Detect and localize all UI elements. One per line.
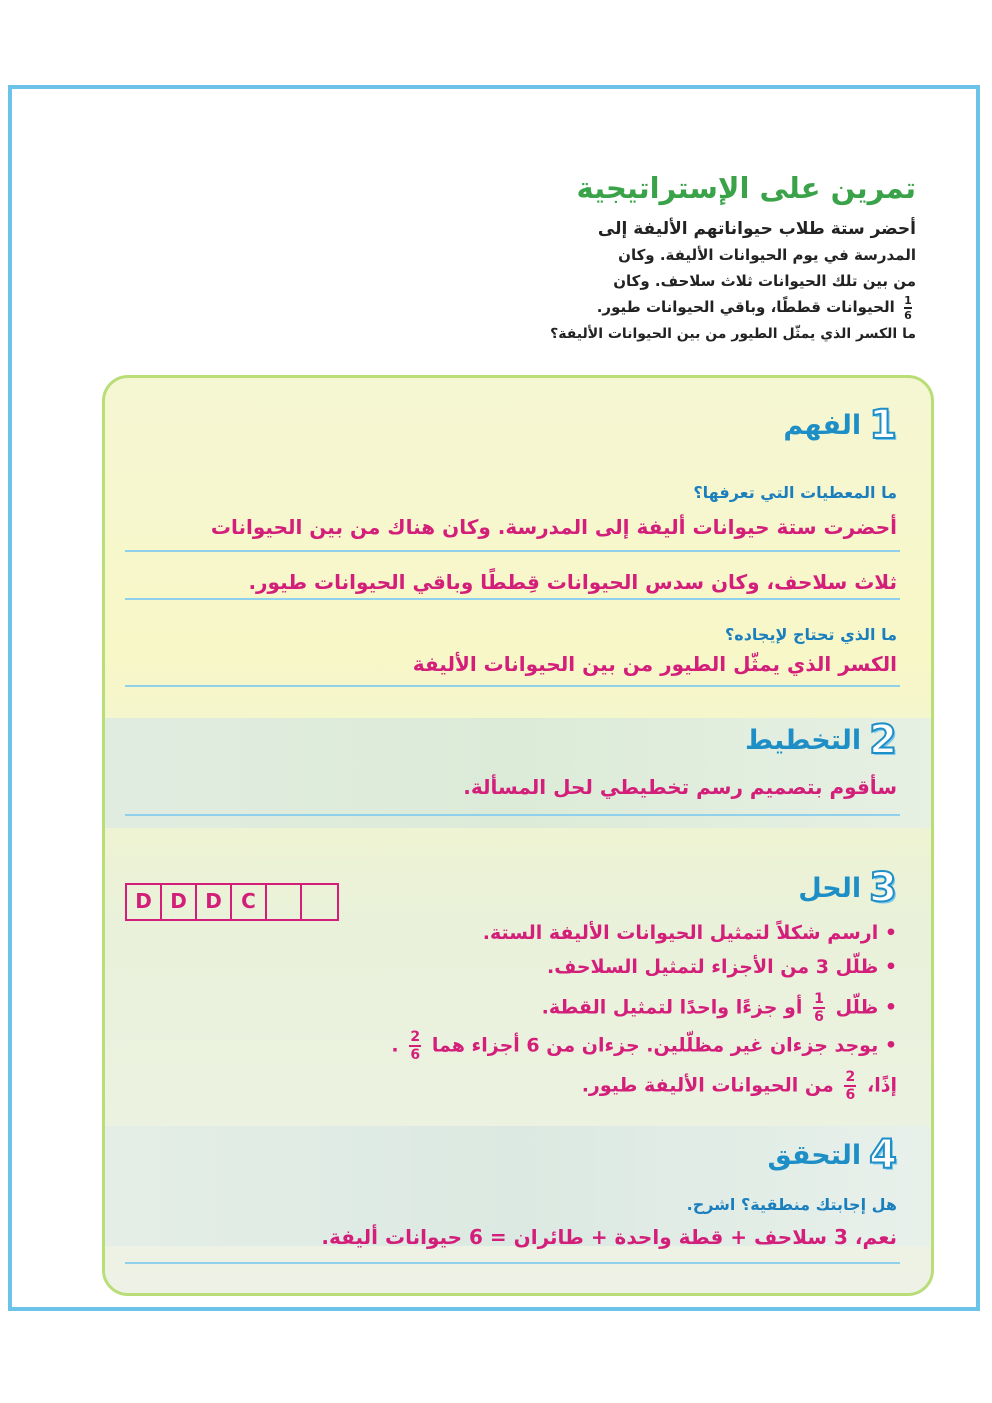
intro-line-1: أحضر ستة طلاب حيواناتهم الأليفة إلى — [597, 219, 916, 239]
fraction-two-sixths: $\frac{2}{6}$ — [845, 1069, 856, 1103]
intro-line-4: $\frac{1}{6}$ الحيوانات قططًا، وباقي الحيوانات طيور. — [596, 293, 912, 322]
solve-step-2: • ظلّل 3 من الأجزاء لتمثيل السلاحف. — [546, 956, 897, 978]
answer-rule — [125, 685, 900, 687]
question-find: ما الذي تحتاج لإيجاده؟ — [724, 625, 897, 644]
answer-known-line-2: ثلاث سلاحف، وكان سدس الحيوانات قِططًا وباقي الحيوانات طيور. — [248, 570, 897, 594]
grid-cell: D — [162, 885, 197, 919]
intro-fraction: $\frac{1}{6}$ — [904, 293, 912, 322]
answer-rule — [125, 814, 900, 816]
section-check-heading — [767, 1132, 898, 1178]
section-title-solve: الحل — [798, 872, 862, 904]
section-understand-heading — [783, 402, 897, 448]
answer-rule — [125, 1262, 900, 1264]
answer-check: نعم، 3 سلاحف + قطة واحدة + طائران = 6 حيوانات أليفة. — [321, 1225, 897, 1249]
section-number-1: 1 — [869, 402, 897, 448]
grid-cell — [267, 885, 302, 919]
answer-find: الكسر الذي يمثّل الطيور من بين الحيوانات الأليفة — [412, 652, 897, 676]
solve-step-1: • ارسم شكلاً لتمثيل الحيوانات الأليفة الستة. — [482, 922, 897, 944]
section-plan-heading — [745, 717, 897, 763]
grid-cell: D — [197, 885, 232, 919]
intro-problem — [476, 216, 916, 347]
section-title-understand: الفهم — [783, 409, 862, 441]
grid-cell: C — [232, 885, 267, 919]
intro-line-5: ما الكسر الذي يمثّل الطيور من بين الحيوانات الأليفة؟ — [550, 325, 916, 342]
answer-rule — [125, 550, 900, 552]
section-number-3: 3 — [869, 865, 897, 911]
question-known: ما المعطيات التي تعرفها؟ — [693, 483, 897, 502]
grid-cell: D — [127, 885, 162, 919]
solve-step-4: • يوجد جزءان غير مظلّلين. جزءان من 6 أجزاء هما $\frac{2}{6}$ . — [391, 1029, 897, 1063]
answer-rule — [125, 598, 900, 600]
fraction-one-sixth: $\frac{1}{6}$ — [814, 991, 824, 1025]
section-solve-heading — [798, 865, 897, 911]
solve-step-3: • ظلّل $\frac{1}{6}$ أو جزءًا واحدًا لتمثيل القطة. — [541, 991, 897, 1025]
intro-line-3: من بين تلك الحيوانات ثلاث سلاحف. وكان — [613, 272, 916, 290]
intro-block — [476, 168, 916, 347]
section-title-plan: التخطيط — [745, 724, 862, 756]
intro-line-2: المدرسة في يوم الحيوانات الأليفة. وكان — [618, 246, 916, 264]
section-number-4: 4 — [869, 1132, 897, 1178]
solve-conclusion: إذًا، $\frac{2}{6}$ من الحيوانات الأليفة طيور. — [581, 1069, 897, 1103]
grid-cell — [302, 885, 337, 919]
fraction-two-sixths: $\frac{2}{6}$ — [410, 1029, 421, 1063]
section-number-2: 2 — [869, 717, 897, 763]
page-title: تمرين على الإستراتيجية — [576, 171, 916, 205]
answer-known-line-1: أحضرت ستة حيوانات أليفة إلى المدرسة. وكان هناك من بين الحيوانات — [210, 515, 897, 539]
section-title-check: التحقق — [767, 1139, 862, 1171]
question-check: هل إجابتك منطقية؟ اشرح. — [686, 1195, 897, 1214]
plan-text: سأقوم بتصميم رسم تخطيطي لحل المسألة. — [463, 775, 897, 799]
pets-grid — [125, 883, 339, 921]
